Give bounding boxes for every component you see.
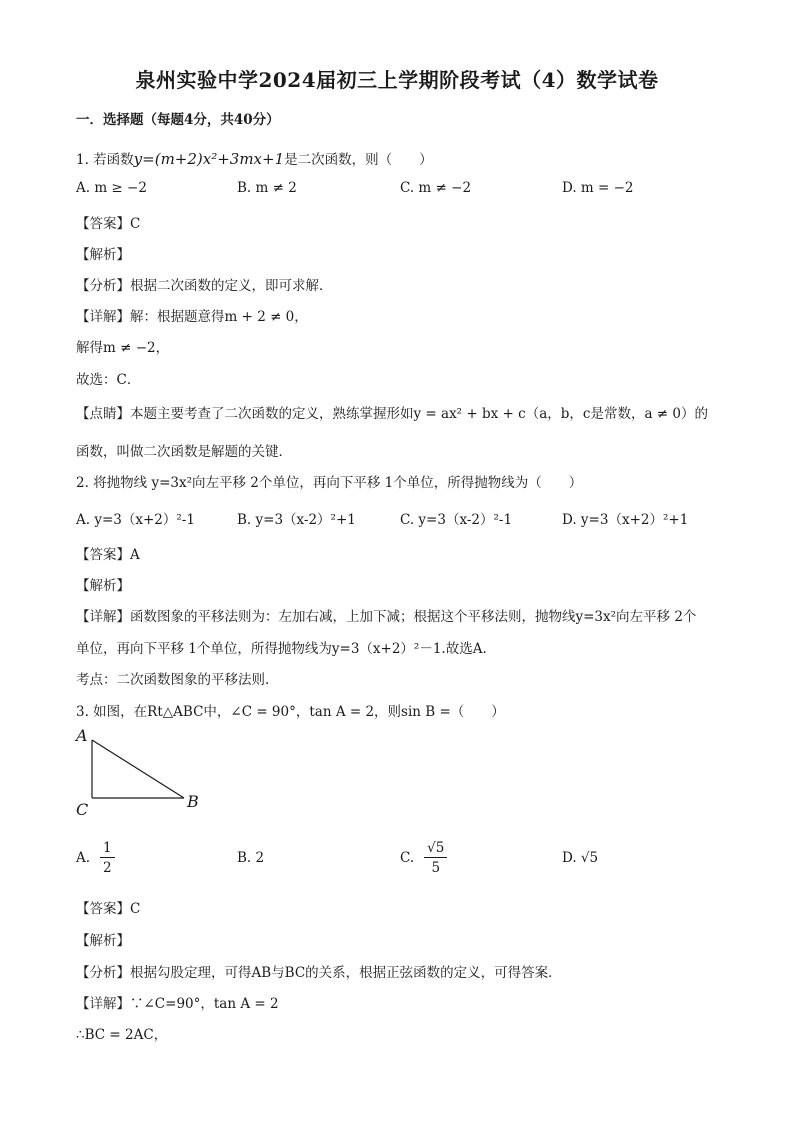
q1-formula: y=(m+2)x²+3mx+1 — [133, 150, 285, 168]
q3-option-b: B. 2 — [237, 850, 265, 866]
q2-detail-1: 【详解】函数图象的平移法则为：左加右减，上加下减；根据这个平移法则，抛物线y=3x²向左平移 2个 — [76, 609, 697, 625]
q2-option-a: A. y=3（x+2）²-1 — [76, 512, 195, 528]
q1-option-d: D. m = −2 — [562, 180, 634, 196]
q3-option-a — [76, 840, 115, 876]
fraction-numerator: √5 — [424, 840, 447, 858]
q2-option-c: C. y=3（x-2）²-1 — [400, 512, 513, 528]
q3-analysis-heading: 【解析】 — [76, 933, 130, 949]
fraction-denominator: 5 — [431, 860, 441, 876]
q1-answer: 【答案】C — [76, 216, 141, 232]
q1-detail-2: 解得m ≠ −2， — [76, 340, 170, 356]
q1-option-b: B. m ≠ 2 — [237, 180, 297, 196]
q3-detail-2: ∴BC = 2AC， — [76, 1027, 168, 1043]
q3-detail-1: 【详解】∵∠C=90°，tan A = 2 — [76, 996, 279, 1012]
q1-stem-prefix: 1. 若函数 — [76, 152, 134, 168]
q3-fenxi: 【分析】根据勾股定理，可得AB与BC的关系，根据正弦函数的定义，可得答案． — [76, 965, 562, 981]
q2-detail-2: 单位，再向下平移 1个单位，所得抛物线为y=3（x+2）²－1.故选A. — [76, 641, 487, 657]
vertex-label-a: A — [76, 726, 88, 745]
q1-option-c: C. m ≠ −2 — [400, 180, 472, 196]
q2-analysis-heading: 【解析】 — [76, 578, 130, 594]
q3-option-c — [400, 840, 447, 876]
q2-stem: 2. 将抛物线 y=3x²向左平移 2个单位，再向下平移 1个单位，所得抛物线为（ ） — [76, 475, 583, 491]
q3-option-c-fraction — [424, 840, 447, 876]
q1-detail-1: 【详解】解：根据题意得m + 2 ≠ 0， — [76, 309, 308, 325]
q1-comment-1: 【点睛】本题主要考查了二次函数的定义，熟练掌握形如y = ax² + bx + c（a，b，c是常数，a ≠ 0）的 — [76, 406, 708, 422]
fraction-numerator: 1 — [100, 840, 115, 858]
q3-option-a-fraction — [100, 840, 115, 876]
q3-option-d: D. √5 — [562, 850, 599, 866]
q3-option-c-prefix: C. — [400, 850, 415, 866]
q2-option-b: B. y=3（x-2）²+1 — [237, 512, 356, 528]
q2-kaodian: 考点：二次函数图象的平移法则. — [76, 672, 270, 688]
side-ab — [92, 740, 184, 798]
q1-stem-suffix: 是二次函数，则（ ） — [284, 152, 433, 168]
vertex-label-b: B — [187, 792, 199, 811]
page-title: 泉州实验中学2024届初三上学期阶段考试（4）数学试卷 — [135, 68, 659, 92]
q2-option-d: D. y=3（x+2）²+1 — [562, 512, 689, 528]
q2-answer: 【答案】A — [76, 547, 140, 563]
fraction-denominator: 2 — [103, 860, 112, 876]
vertex-label-c: C — [76, 800, 89, 819]
q1-stem — [76, 148, 433, 168]
q1-analysis-heading: 【解析】 — [76, 247, 130, 263]
q1-option-a: A. m ≥ −2 — [76, 180, 147, 196]
q1-fenxi: 【分析】根据二次函数的定义，即可求解． — [76, 278, 333, 294]
q1-detail-3: 故选：C． — [76, 372, 141, 388]
q1-comment-2: 函数，叫做二次函数是解题的关键． — [76, 444, 292, 460]
section-heading: 一．选择题（每题4分，共40分） — [76, 112, 280, 128]
triangle-figure — [72, 728, 212, 822]
q3-answer: 【答案】C — [76, 901, 141, 917]
q3-stem: 3. 如图，在Rt△ABC中，∠C = 90°，tan A = 2，则sin B =（ ） — [76, 704, 505, 720]
q3-option-a-prefix: A. — [76, 850, 91, 866]
